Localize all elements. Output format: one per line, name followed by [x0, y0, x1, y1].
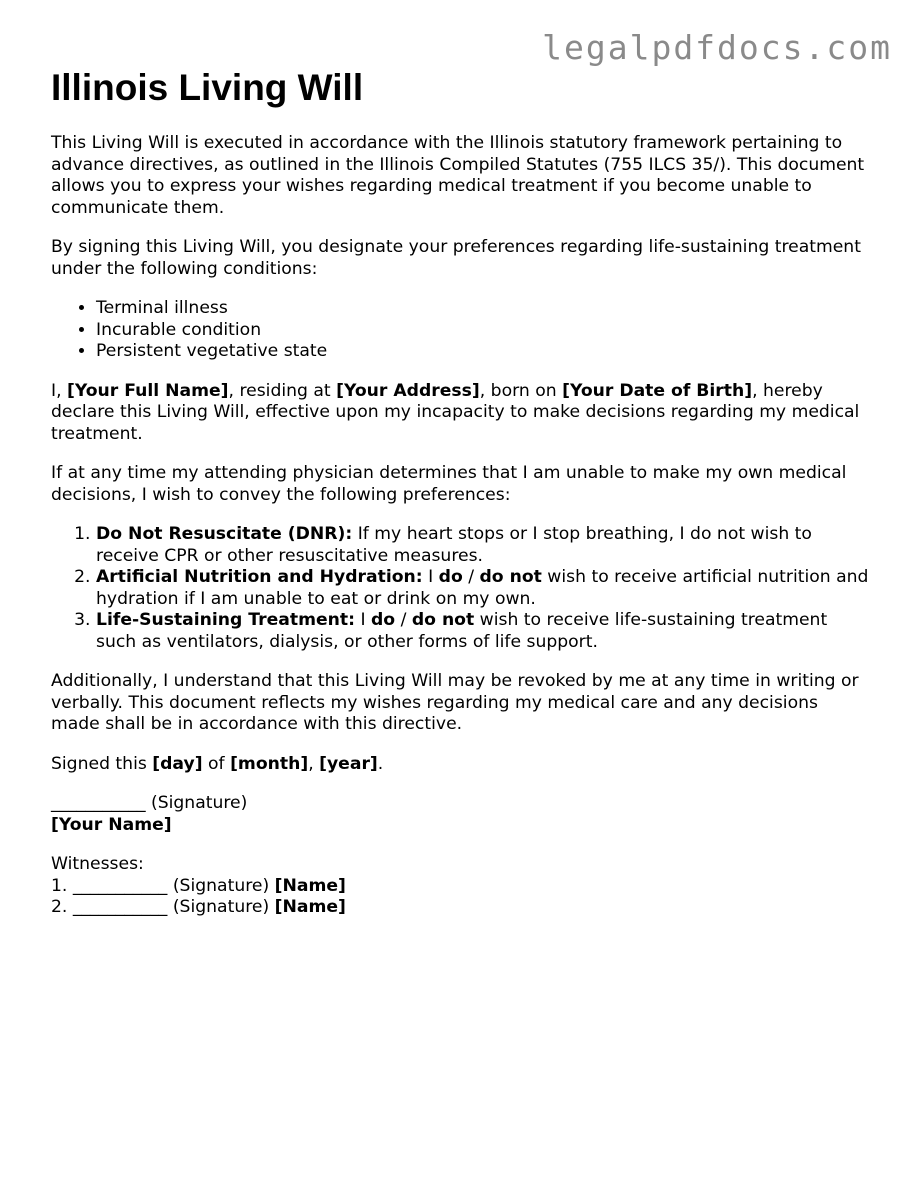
- conditions-intro: By signing this Living Will, you designate your preferences regarding life-sustaining treatment under the following conditions:: [51, 237, 861, 279]
- witness-name-placeholder: [Name]: [274, 897, 346, 917]
- declaration-paragraph: [51, 381, 871, 446]
- witness-line: [51, 897, 871, 919]
- preference-text: If my heart stops or I stop breathing, I do not wish to receive CPR or other resuscitative measures.: [96, 524, 812, 566]
- preference-text: wish to receive life-sustaining treatment such as ventilators, dialysis, or other forms of life support.: [96, 610, 828, 652]
- witness-signature-line: 2. ___________ (Signature): [51, 897, 275, 917]
- preference-title: Artificial Nutrition and Hydration:: [96, 567, 423, 587]
- year-placeholder: [year]: [319, 753, 378, 774]
- signer-name-placeholder: [Your Name]: [51, 814, 172, 835]
- month-placeholder: [month]: [230, 753, 309, 774]
- intro-paragraph: This Living Will is executed in accordance with the Illinois statutory framework pertaining to advance directives, as outlined in the Illinois Compiled Statutes (755 ILCS 35/). This document allows you to express your wishes regarding medical treatment if you become unable to communicate them.: [51, 133, 865, 218]
- preference-text: I: [355, 610, 371, 630]
- revocation-paragraph: Additionally, I understand that this Living Will may be revoked by me at any time in writing or verbally. This document reflects my wishes regarding my medical care and any decisions made shall be in accordance with this directive.: [51, 671, 859, 734]
- document-body: [51, 66, 871, 919]
- spacer: [51, 836, 871, 854]
- list-item: • Terminal illness: [96, 298, 871, 320]
- preference-title: Life-Sustaining Treatment:: [96, 610, 355, 630]
- option-separator: /: [462, 567, 480, 587]
- signed-text: Signed this: [51, 753, 153, 774]
- preference-item-dnr: [96, 524, 871, 567]
- witness-line: [51, 876, 871, 898]
- declaration-text: , born on: [479, 380, 563, 401]
- preference-item-nutrition: [96, 567, 871, 610]
- witness-signature-line: 1. ___________ (Signature): [51, 875, 275, 896]
- declaration-text: , residing at: [228, 380, 337, 401]
- signed-text: of: [202, 753, 231, 774]
- preference-title: Do Not Resuscitate (DNR):: [96, 524, 353, 544]
- declaration-text: , hereby declare this Living Will, effective upon my incapacity to make decisions regarding my medical treatment.: [51, 380, 860, 444]
- witnesses-label: Witnesses:: [51, 854, 144, 874]
- preference-item-life-sustaining: [96, 610, 871, 653]
- option-do: do: [371, 610, 396, 630]
- signature-line: ___________ (Signature): [51, 793, 248, 813]
- option-do-not: do not: [411, 610, 475, 630]
- watermark-logo: legalpdfdocs.com: [542, 28, 892, 67]
- preference-text: I: [422, 567, 439, 587]
- document-title: Illinois Living Will: [51, 67, 364, 108]
- signed-date-line: [51, 754, 871, 776]
- signed-text: .: [377, 753, 384, 774]
- day-placeholder: [day]: [152, 753, 203, 774]
- signature-block: [51, 793, 871, 919]
- signed-text: ,: [308, 753, 320, 774]
- option-separator: /: [395, 610, 412, 630]
- witness-name-placeholder: [Name]: [274, 875, 346, 896]
- preference-text: wish to receive artificial nutrition and hydration if I am unable to eat or drink on my own.: [96, 567, 869, 609]
- conditions-list: [51, 298, 871, 363]
- preferences-intro: If at any time my attending physician determines that I am unable to make my own medical decisions, I wish to convey the following preferences:: [51, 463, 847, 505]
- signer-name: [51, 815, 871, 837]
- option-do: do: [438, 567, 463, 587]
- address-placeholder: [Your Address]: [336, 380, 480, 401]
- date-of-birth-placeholder: [Your Date of Birth]: [562, 380, 753, 401]
- declaration-text: I,: [51, 380, 67, 401]
- preferences-list: [51, 524, 871, 653]
- option-do-not: do not: [479, 567, 542, 587]
- list-item: • Persistent vegetative state: [96, 341, 871, 363]
- list-item: • Incurable condition: [96, 320, 871, 342]
- full-name-placeholder: [Your Full Name]: [67, 380, 229, 401]
